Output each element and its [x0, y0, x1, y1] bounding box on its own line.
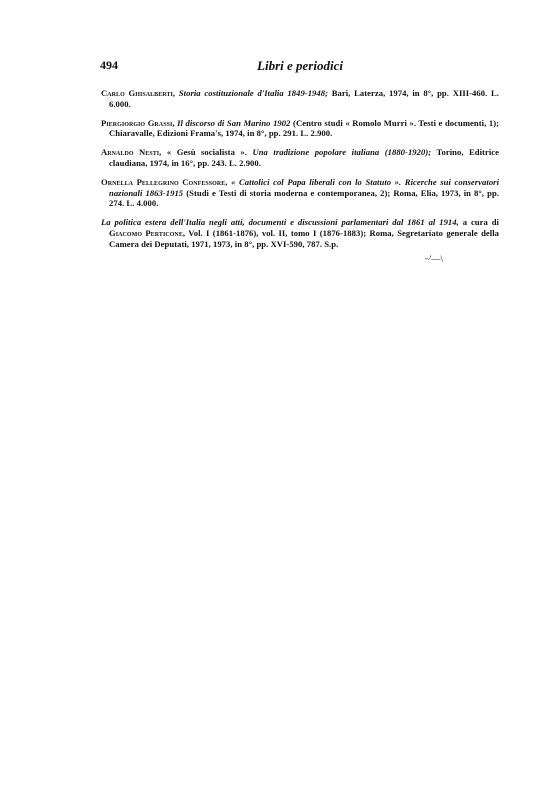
entry-title-prefix: « Gesù socialista ».: [166, 147, 247, 158]
bibliography-entry: [101, 88, 499, 109]
entry-title: Una tradizione popolare italiana (1880-1920);: [252, 147, 432, 158]
entry-author: Carlo Ghisalberti,: [101, 88, 176, 98]
entry-details: Bari, Laterza, 1974, in 8°, pp. XIII-460. L. 6.000.: [109, 88, 499, 109]
entry-details: Vol. I (1861-1876), vol. II, tomo I (1876-1883); Roma, Segretariato generale della Camera dei Deputati, 1971, 1973, in 8°, pp. XVI-590, 787. S.p.: [109, 227, 499, 249]
entry-title: Storia costituzionale d'Italia 1849-1948;: [178, 88, 329, 98]
bibliography-entry: [101, 147, 499, 168]
page-header: [100, 58, 500, 76]
bibliography-list: [101, 88, 499, 258]
entry-details: Torino, Editrice claudiana, 1974, in 16°, pp. 243. L. 2.900.: [109, 147, 499, 168]
entry-author: Ornella Pellegrino Confessore,: [101, 177, 228, 188]
stray-ink-mark: ~'—\: [425, 254, 443, 264]
running-head: Libri e periodici: [257, 58, 343, 73]
bibliography-entry: [101, 217, 499, 249]
entry-title: La politica estera dell'Italia negli atti, documenti e discussioni parlamentari dal 1861 al 1914,: [101, 217, 459, 228]
entry-title: « Cattolici col Papa liberali con lo Statuto ». Ricerche sui conservatori nazionali 1863-1915: [109, 177, 500, 198]
entry-author: Piergiorgio Grassi,: [101, 117, 175, 128]
bibliography-entry: [101, 177, 499, 209]
entry-curator: Giacomo Perticone,: [109, 227, 186, 238]
page-number: 494: [100, 58, 118, 72]
entry-details: (Studi e Testi di storia moderna e contemporanea, 2); Roma, Elia, 1973, in 8°, pp. 274. L. 4.000.: [109, 187, 499, 209]
entry-curator-prefix: a cura di: [462, 217, 499, 228]
entry-details: (Centro studi « Romolo Murri ». Testi e documenti, 1); Chiaravalle, Edizioni Frama's, 1974, in 8°, pp. 291. L. 2.900.: [109, 117, 500, 139]
entry-author: Arnaldo Nesti,: [101, 147, 162, 158]
entry-title: Il discorso di San Marino 1902: [177, 117, 291, 128]
bibliography-entry: [101, 118, 499, 139]
